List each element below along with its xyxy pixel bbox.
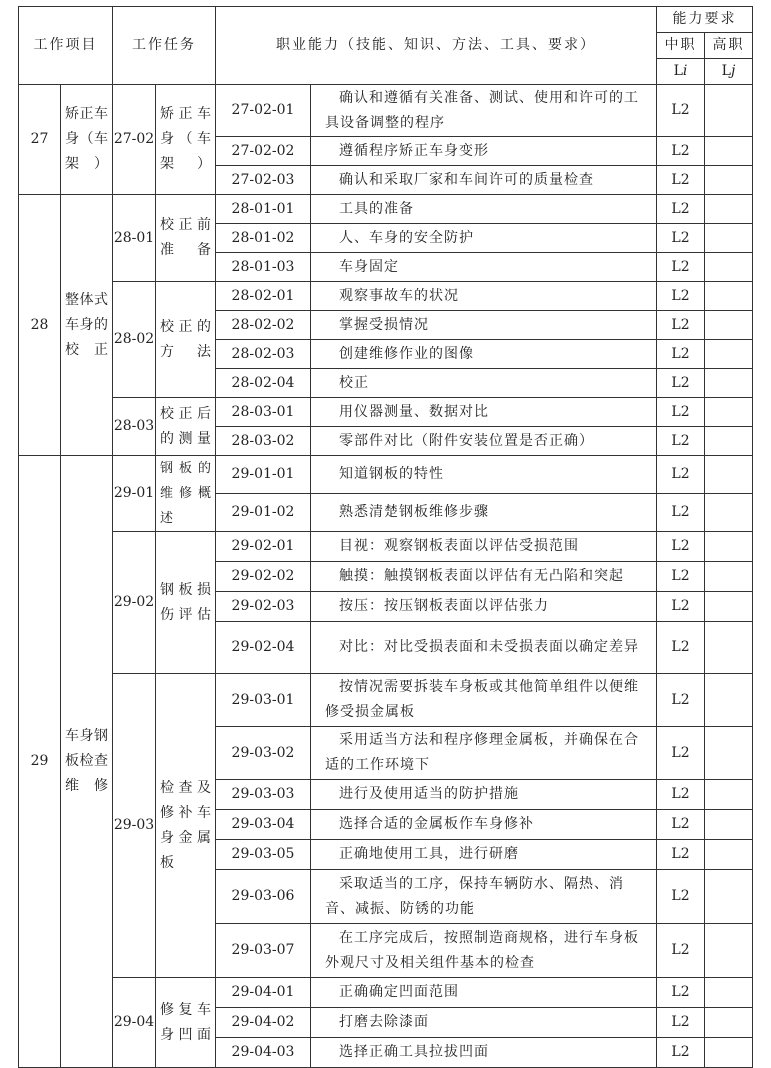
- ability-code: 27-02-01: [216, 85, 311, 137]
- level-mid: L2: [657, 622, 705, 674]
- task-number: 29-03: [113, 674, 156, 978]
- ability-code: 29-01-01: [216, 456, 311, 494]
- level-high: [705, 456, 753, 494]
- task-name: 校正前准备: [156, 195, 216, 282]
- ability-code: 29-02-03: [216, 592, 311, 622]
- ability-description: 按压：按压钢板表面以评估张力: [311, 592, 657, 622]
- header-ability: 职业能力（技能、知识、方法、工具、要求）: [216, 7, 657, 85]
- header-lj: [705, 59, 753, 85]
- ability-code: 28-02-01: [216, 282, 311, 311]
- ability-description: 正确确定凹面范围: [311, 978, 657, 1008]
- ability-code: 29-02-02: [216, 562, 311, 592]
- ability-description: 在工序完成后，按照制造商规格，进行车身板外观尺寸及相关组件基本的检查: [311, 924, 657, 978]
- level-high: [705, 494, 753, 532]
- ability-code: 28-01-01: [216, 195, 311, 224]
- task-name: 钢板的维修概述: [156, 456, 216, 532]
- level-mid: L2: [657, 727, 705, 780]
- ability-code: 28-03-01: [216, 398, 311, 427]
- level-mid: L2: [657, 166, 705, 195]
- task-name: 检查及修补车身金属板: [156, 674, 216, 978]
- project-number: 27: [19, 85, 61, 195]
- ability-code: 29-03-01: [216, 674, 311, 727]
- level-high: [705, 427, 753, 456]
- ability-description: 熟悉清楚钢板维修步骤: [311, 494, 657, 532]
- level-mid: L2: [657, 311, 705, 340]
- li-prefix: L: [673, 63, 683, 79]
- header-task: 工作任务: [113, 7, 216, 85]
- header-requirement: 能力要求: [657, 7, 753, 33]
- ability-description: 零部件对比（附件安装位置是否正确）: [311, 427, 657, 456]
- level-high: [705, 282, 753, 311]
- ability-code: 29-03-06: [216, 870, 311, 924]
- level-mid: L2: [657, 282, 705, 311]
- li-var: i: [682, 63, 688, 79]
- ability-description: 人、车身的安全防护: [311, 224, 657, 253]
- project-name: 矫正车身（车架）: [61, 85, 113, 195]
- level-high: [705, 562, 753, 592]
- level-mid: L2: [657, 780, 705, 810]
- level-mid: L2: [657, 978, 705, 1008]
- level-mid: L2: [657, 592, 705, 622]
- ability-code: 29-02-01: [216, 532, 311, 562]
- level-mid: L2: [657, 340, 705, 369]
- level-mid: L2: [657, 195, 705, 224]
- level-mid: L2: [657, 840, 705, 870]
- ability-description: 选择正确工具拉拔凹面: [311, 1038, 657, 1068]
- level-high: [705, 622, 753, 674]
- ability-code: 29-04-02: [216, 1008, 311, 1038]
- ability-code: 28-03-02: [216, 427, 311, 456]
- level-high: [705, 137, 753, 166]
- ability-description: 工具的准备: [311, 195, 657, 224]
- ability-code: 29-03-02: [216, 727, 311, 780]
- ability-description: 正确地使用工具，进行研磨: [311, 840, 657, 870]
- task-number: 28-03: [113, 398, 156, 456]
- header-high: 高职: [705, 33, 753, 59]
- ability-code: 29-01-02: [216, 494, 311, 532]
- level-high: [705, 253, 753, 282]
- task-name: 修复车身凹面: [156, 978, 216, 1068]
- level-mid: L2: [657, 369, 705, 398]
- task-number: 28-01: [113, 195, 156, 282]
- level-high: [705, 340, 753, 369]
- level-high: [705, 85, 753, 137]
- ability-description: 对比：对比受损表面和未受损表面以确定差异: [311, 622, 657, 674]
- ability-description: 确认和采取厂家和车间许可的质量检查: [311, 166, 657, 195]
- level-high: [705, 166, 753, 195]
- level-high: [705, 1008, 753, 1038]
- ability-description: 校正: [311, 369, 657, 398]
- level-mid: L2: [657, 810, 705, 840]
- level-mid: L2: [657, 456, 705, 494]
- level-high: [705, 592, 753, 622]
- header-li: [657, 59, 705, 85]
- task-number: 29-01: [113, 456, 156, 532]
- task-name: 校正后的测量: [156, 398, 216, 456]
- level-high: [705, 311, 753, 340]
- level-mid: L2: [657, 532, 705, 562]
- project-name: 整体式车身的校正: [61, 195, 113, 456]
- ability-code: 28-02-03: [216, 340, 311, 369]
- level-mid: L2: [657, 870, 705, 924]
- ability-code: 27-02-03: [216, 166, 311, 195]
- lj-var: j: [730, 63, 736, 79]
- ability-description: 采取适当的工序，保持车辆防水、隔热、消音、减振、防锈的功能: [311, 870, 657, 924]
- level-high: [705, 224, 753, 253]
- level-high: [705, 532, 753, 562]
- ability-code: 28-02-02: [216, 311, 311, 340]
- ability-description: 遵循程序矫正车身变形: [311, 137, 657, 166]
- ability-description: 触摸：触摸钢板表面以评估有无凸陷和突起: [311, 562, 657, 592]
- level-high: [705, 780, 753, 810]
- level-mid: L2: [657, 1008, 705, 1038]
- ability-description: 进行及使用适当的防护措施: [311, 780, 657, 810]
- task-number: 27-02: [113, 85, 156, 195]
- level-mid: L2: [657, 224, 705, 253]
- level-high: [705, 674, 753, 727]
- ability-code: 29-02-04: [216, 622, 311, 674]
- level-mid: L2: [657, 494, 705, 532]
- ability-description: 知道钢板的特性: [311, 456, 657, 494]
- level-high: [705, 195, 753, 224]
- project-number: 28: [19, 195, 61, 456]
- ability-description: 确认和遵循有关准备、测试、使用和许可的工具设备调整的程序: [311, 85, 657, 137]
- task-name: 钢板损伤评估: [156, 532, 216, 674]
- ability-code: 29-03-04: [216, 810, 311, 840]
- level-mid: L2: [657, 924, 705, 978]
- level-mid: L2: [657, 398, 705, 427]
- level-high: [705, 870, 753, 924]
- level-mid: L2: [657, 137, 705, 166]
- level-high: [705, 727, 753, 780]
- competency-table: [18, 6, 753, 1068]
- ability-code: 29-03-07: [216, 924, 311, 978]
- level-high: [705, 398, 753, 427]
- project-name: 车身钢板检查维修: [61, 456, 113, 1068]
- task-number: 29-04: [113, 978, 156, 1068]
- task-number: 28-02: [113, 282, 156, 398]
- level-mid: L2: [657, 253, 705, 282]
- ability-description: 选择合适的金属板作车身修补: [311, 810, 657, 840]
- ability-code: 29-04-01: [216, 978, 311, 1008]
- ability-code: 28-02-04: [216, 369, 311, 398]
- ability-code: 29-04-03: [216, 1038, 311, 1068]
- ability-description: 创建维修作业的图像: [311, 340, 657, 369]
- ability-code: 29-03-03: [216, 780, 311, 810]
- ability-description: 目视：观察钢板表面以评估受损范围: [311, 532, 657, 562]
- ability-code: 27-02-02: [216, 137, 311, 166]
- project-number: 29: [19, 456, 61, 1068]
- ability-description: 车身固定: [311, 253, 657, 282]
- header-project: 工作项目: [19, 7, 113, 85]
- task-number: 29-02: [113, 532, 156, 674]
- task-name: 校正的方法: [156, 282, 216, 398]
- ability-description: 掌握受损情况: [311, 311, 657, 340]
- level-mid: L2: [657, 674, 705, 727]
- task-name: 矫正车身（车架）: [156, 85, 216, 195]
- ability-code: 29-03-05: [216, 840, 311, 870]
- header-mid: 中职: [657, 33, 705, 59]
- level-high: [705, 924, 753, 978]
- level-mid: L2: [657, 85, 705, 137]
- level-high: [705, 1038, 753, 1068]
- level-mid: L2: [657, 1038, 705, 1068]
- ability-description: 打磨去除漆面: [311, 1008, 657, 1038]
- level-mid: L2: [657, 427, 705, 456]
- level-mid: L2: [657, 562, 705, 592]
- ability-description: 观察事故车的状况: [311, 282, 657, 311]
- ability-description: 采用适当方法和程序修理金属板，并确保在合适的工作环境下: [311, 727, 657, 780]
- lj-prefix: L: [721, 63, 731, 79]
- ability-description: 按情况需要拆装车身板或其他简单组件以便维修受损金属板: [311, 674, 657, 727]
- level-high: [705, 369, 753, 398]
- ability-description: 用仪器测量、数据对比: [311, 398, 657, 427]
- level-high: [705, 978, 753, 1008]
- level-high: [705, 840, 753, 870]
- ability-code: 28-01-02: [216, 224, 311, 253]
- ability-code: 28-01-03: [216, 253, 311, 282]
- level-high: [705, 810, 753, 840]
